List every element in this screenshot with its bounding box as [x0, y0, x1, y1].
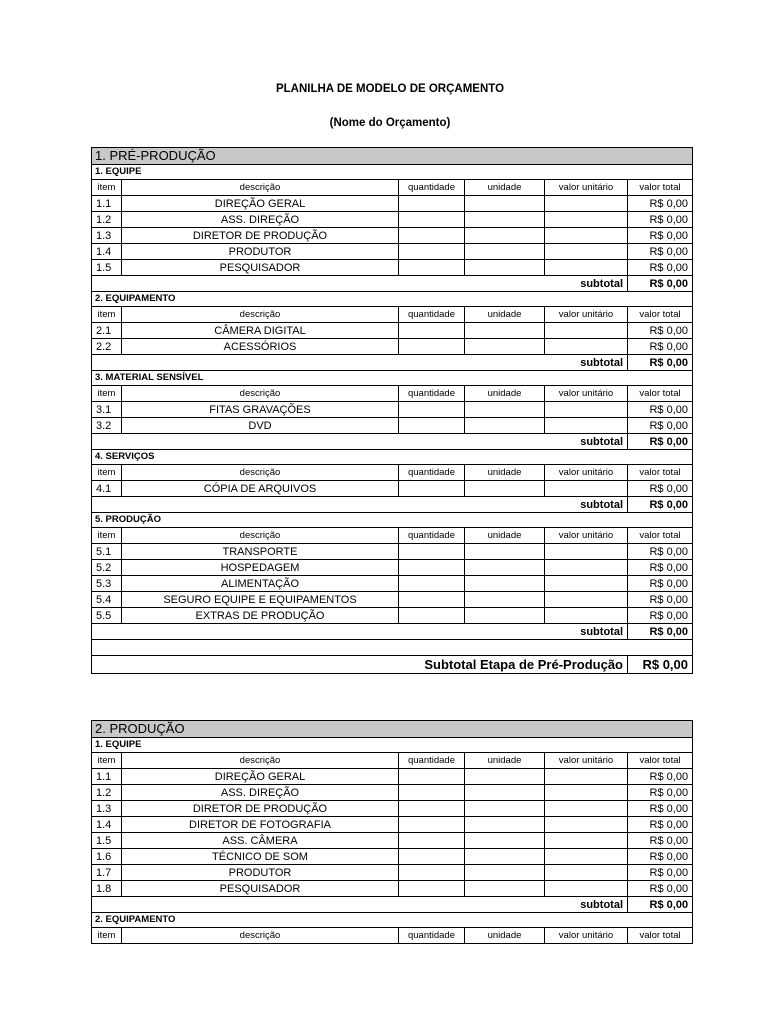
item-number: 2.2 — [92, 339, 122, 355]
item-quantity — [399, 544, 465, 560]
item-unit-price — [545, 801, 628, 817]
item-quantity — [399, 833, 465, 849]
item-unit-price — [545, 865, 628, 881]
item-unit-price — [545, 592, 628, 608]
table-row — [92, 608, 693, 624]
col-description-header: descrição — [122, 307, 399, 323]
subtotal-label: subtotal — [92, 897, 628, 913]
item-description: PRODUTOR — [122, 865, 399, 881]
subtotal-row — [92, 624, 693, 640]
item-unit-price — [545, 260, 628, 276]
item-number: 1.3 — [92, 801, 122, 817]
item-unit — [465, 402, 545, 418]
item-number: 3.1 — [92, 402, 122, 418]
item-unit — [465, 544, 545, 560]
item-unit-price — [545, 418, 628, 434]
item-description: FITAS GRAVAÇÕES — [122, 402, 399, 418]
table-row — [92, 228, 693, 244]
col-item-header: item — [92, 528, 122, 544]
item-unit-price — [545, 608, 628, 624]
col-item-header: item — [92, 753, 122, 769]
col-quantity-header: quantidade — [399, 753, 465, 769]
item-number: 3.2 — [92, 418, 122, 434]
item-quantity — [399, 769, 465, 785]
group-title: 1. EQUIPE — [92, 165, 693, 180]
item-total: R$ 0,00 — [628, 785, 693, 801]
spacer-row — [92, 640, 693, 656]
col-quantity-header: quantidade — [399, 928, 465, 944]
item-unit — [465, 849, 545, 865]
item-description: CÂMERA DIGITAL — [122, 323, 399, 339]
table-row — [92, 592, 693, 608]
table-row — [92, 833, 693, 849]
col-unit-header: unidade — [465, 928, 545, 944]
item-description: PESQUISADOR — [122, 881, 399, 897]
col-quantity-header: quantidade — [399, 307, 465, 323]
item-unit-price — [545, 833, 628, 849]
item-total: R$ 0,00 — [628, 881, 693, 897]
table-row — [92, 785, 693, 801]
item-description: ASS. DIREÇÃO — [122, 785, 399, 801]
item-quantity — [399, 402, 465, 418]
group-header — [92, 738, 693, 753]
item-unit — [465, 323, 545, 339]
item-unit-price — [545, 244, 628, 260]
group-header — [92, 165, 693, 180]
group-header — [92, 913, 693, 928]
item-total: R$ 0,00 — [628, 323, 693, 339]
item-number: 1.3 — [92, 228, 122, 244]
item-quantity — [399, 881, 465, 897]
subtotal-row — [92, 276, 693, 292]
item-quantity — [399, 196, 465, 212]
item-description: DVD — [122, 418, 399, 434]
item-quantity — [399, 560, 465, 576]
column-header-row — [92, 928, 693, 944]
item-total: R$ 0,00 — [628, 418, 693, 434]
col-total-header: valor total — [628, 528, 693, 544]
subtotal-row — [92, 434, 693, 450]
table-row — [92, 769, 693, 785]
item-number: 1.5 — [92, 833, 122, 849]
column-header-row — [92, 753, 693, 769]
item-unit — [465, 817, 545, 833]
item-quantity — [399, 801, 465, 817]
table-row — [92, 817, 693, 833]
subtotal-row — [92, 897, 693, 913]
budget-section-production — [91, 720, 693, 944]
group-title: 4. SERVIÇOS — [92, 450, 693, 465]
budget-section-pre-production — [91, 147, 693, 674]
group-title: 2. EQUIPAMENTO — [92, 913, 693, 928]
item-unit — [465, 560, 545, 576]
table-row — [92, 260, 693, 276]
section-title: 2. PRODUÇÃO — [92, 721, 693, 738]
col-unit-header: unidade — [465, 386, 545, 402]
col-description-header: descrição — [122, 528, 399, 544]
col-description-header: descrição — [122, 180, 399, 196]
col-unit-price-header: valor unitário — [545, 465, 628, 481]
col-item-header: item — [92, 386, 122, 402]
item-total: R$ 0,00 — [628, 481, 693, 497]
item-number: 1.2 — [92, 212, 122, 228]
column-header-row — [92, 465, 693, 481]
group-title: 3. MATERIAL SENSÍVEL — [92, 371, 693, 386]
subtotal-value: R$ 0,00 — [628, 434, 693, 450]
item-description: SEGURO EQUIPE E EQUIPAMENTOS — [122, 592, 399, 608]
col-quantity-header: quantidade — [399, 180, 465, 196]
item-total: R$ 0,00 — [628, 801, 693, 817]
section-header — [92, 721, 693, 738]
item-number: 5.4 — [92, 592, 122, 608]
item-unit — [465, 833, 545, 849]
item-quantity — [399, 228, 465, 244]
item-quantity — [399, 481, 465, 497]
col-item-header: item — [92, 307, 122, 323]
table-row — [92, 244, 693, 260]
item-total: R$ 0,00 — [628, 260, 693, 276]
item-description: TÉCNICO DE SOM — [122, 849, 399, 865]
item-unit-price — [545, 228, 628, 244]
table-row — [92, 212, 693, 228]
col-quantity-header: quantidade — [399, 528, 465, 544]
column-header-row — [92, 180, 693, 196]
stage-subtotal-value: R$ 0,00 — [628, 656, 693, 674]
item-number: 2.1 — [92, 323, 122, 339]
group-header — [92, 513, 693, 528]
page-title: PLANILHA DE MODELO DE ORÇAMENTO — [275, 83, 505, 95]
table-row — [92, 801, 693, 817]
item-unit — [465, 801, 545, 817]
item-quantity — [399, 576, 465, 592]
col-unit-price-header: valor unitário — [545, 753, 628, 769]
col-total-header: valor total — [628, 180, 693, 196]
item-unit — [465, 481, 545, 497]
table-row — [92, 560, 693, 576]
table-row — [92, 196, 693, 212]
subtotal-row — [92, 355, 693, 371]
table-row — [92, 402, 693, 418]
item-unit — [465, 881, 545, 897]
item-unit-price — [545, 481, 628, 497]
col-unit-header: unidade — [465, 528, 545, 544]
item-total: R$ 0,00 — [628, 212, 693, 228]
item-number: 1.4 — [92, 244, 122, 260]
item-number: 1.5 — [92, 260, 122, 276]
item-total: R$ 0,00 — [628, 402, 693, 418]
table-row — [92, 481, 693, 497]
col-unit-header: unidade — [465, 753, 545, 769]
col-quantity-header: quantidade — [399, 465, 465, 481]
subtotal-value: R$ 0,00 — [628, 897, 693, 913]
subtotal-row — [92, 497, 693, 513]
col-item-header: item — [92, 180, 122, 196]
item-total: R$ 0,00 — [628, 769, 693, 785]
item-total: R$ 0,00 — [628, 592, 693, 608]
item-unit — [465, 212, 545, 228]
item-unit-price — [545, 323, 628, 339]
item-unit-price — [545, 212, 628, 228]
item-total: R$ 0,00 — [628, 576, 693, 592]
item-quantity — [399, 212, 465, 228]
col-unit-price-header: valor unitário — [545, 180, 628, 196]
item-number: 5.3 — [92, 576, 122, 592]
col-total-header: valor total — [628, 465, 693, 481]
item-unit — [465, 865, 545, 881]
item-unit-price — [545, 881, 628, 897]
item-total: R$ 0,00 — [628, 244, 693, 260]
item-quantity — [399, 418, 465, 434]
subtotal-value: R$ 0,00 — [628, 276, 693, 292]
item-total: R$ 0,00 — [628, 608, 693, 624]
item-description: HOSPEDAGEM — [122, 560, 399, 576]
subtotal-value: R$ 0,00 — [628, 624, 693, 640]
col-item-header: item — [92, 928, 122, 944]
item-description: ASS. CÂMERA — [122, 833, 399, 849]
subtotal-label: subtotal — [92, 497, 628, 513]
col-unit-header: unidade — [465, 465, 545, 481]
item-unit-price — [545, 769, 628, 785]
empty-cell — [92, 640, 693, 656]
item-description: EXTRAS DE PRODUÇÃO — [122, 608, 399, 624]
group-header — [92, 450, 693, 465]
item-quantity — [399, 785, 465, 801]
subtotal-value: R$ 0,00 — [628, 355, 693, 371]
item-total: R$ 0,00 — [628, 560, 693, 576]
col-description-header: descrição — [122, 753, 399, 769]
col-total-header: valor total — [628, 928, 693, 944]
item-number: 1.4 — [92, 817, 122, 833]
column-header-row — [92, 386, 693, 402]
item-description: ALIMENTAÇÃO — [122, 576, 399, 592]
item-quantity — [399, 849, 465, 865]
col-item-header: item — [92, 465, 122, 481]
col-unit-price-header: valor unitário — [545, 928, 628, 944]
item-unit — [465, 196, 545, 212]
column-header-row — [92, 528, 693, 544]
item-description: DIRETOR DE PRODUÇÃO — [122, 228, 399, 244]
item-unit-price — [545, 196, 628, 212]
item-unit-price — [545, 785, 628, 801]
item-number: 1.8 — [92, 881, 122, 897]
item-unit — [465, 608, 545, 624]
item-total: R$ 0,00 — [628, 849, 693, 865]
group-title: 2. EQUIPAMENTO — [92, 292, 693, 307]
item-unit-price — [545, 849, 628, 865]
section-header — [92, 148, 693, 165]
item-unit — [465, 592, 545, 608]
item-description: PRODUTOR — [122, 244, 399, 260]
col-unit-header: unidade — [465, 180, 545, 196]
item-total: R$ 0,00 — [628, 339, 693, 355]
table-row — [92, 576, 693, 592]
col-unit-price-header: valor unitário — [545, 307, 628, 323]
item-description: ASS. DIREÇÃO — [122, 212, 399, 228]
table-row — [92, 418, 693, 434]
item-unit-price — [545, 560, 628, 576]
col-unit-price-header: valor unitário — [545, 386, 628, 402]
item-description: CÓPIA DE ARQUIVOS — [122, 481, 399, 497]
col-description-header: descrição — [122, 928, 399, 944]
column-header-row — [92, 307, 693, 323]
col-total-header: valor total — [628, 753, 693, 769]
item-description: DIRETOR DE FOTOGRAFIA — [122, 817, 399, 833]
item-quantity — [399, 865, 465, 881]
item-number: 1.1 — [92, 769, 122, 785]
subtotal-label: subtotal — [92, 355, 628, 371]
item-number: 5.5 — [92, 608, 122, 624]
item-quantity — [399, 260, 465, 276]
item-quantity — [399, 592, 465, 608]
group-header — [92, 371, 693, 386]
stage-subtotal-row — [92, 656, 693, 674]
item-description: DIRETOR DE PRODUÇÃO — [122, 801, 399, 817]
item-number: 4.1 — [92, 481, 122, 497]
item-number: 1.7 — [92, 865, 122, 881]
col-unit-header: unidade — [465, 307, 545, 323]
section-title: 1. PRÉ-PRODUÇÃO — [92, 148, 693, 165]
item-number: 1.1 — [92, 196, 122, 212]
item-quantity — [399, 339, 465, 355]
stage-subtotal-label: Subtotal Etapa de Pré-Produção — [92, 656, 628, 674]
table-row — [92, 323, 693, 339]
item-quantity — [399, 323, 465, 339]
item-number: 5.1 — [92, 544, 122, 560]
item-description: DIREÇÃO GERAL — [122, 769, 399, 785]
item-unit — [465, 576, 545, 592]
subtotal-label: subtotal — [92, 434, 628, 450]
table-row — [92, 881, 693, 897]
subtotal-label: subtotal — [92, 624, 628, 640]
item-description: TRANSPORTE — [122, 544, 399, 560]
item-description: PESQUISADOR — [122, 260, 399, 276]
group-title: 1. EQUIPE — [92, 738, 693, 753]
table-row — [92, 849, 693, 865]
item-description: DIREÇÃO GERAL — [122, 196, 399, 212]
item-unit — [465, 418, 545, 434]
item-total: R$ 0,00 — [628, 833, 693, 849]
item-unit-price — [545, 339, 628, 355]
col-total-header: valor total — [628, 307, 693, 323]
subtotal-value: R$ 0,00 — [628, 497, 693, 513]
table-row — [92, 339, 693, 355]
table-row — [92, 544, 693, 560]
item-unit — [465, 244, 545, 260]
budget-name: (Nome do Orçamento) — [329, 117, 451, 129]
group-title: 5. PRODUÇÃO — [92, 513, 693, 528]
item-quantity — [399, 608, 465, 624]
item-number: 1.6 — [92, 849, 122, 865]
col-total-header: valor total — [628, 386, 693, 402]
item-total: R$ 0,00 — [628, 817, 693, 833]
item-quantity — [399, 817, 465, 833]
table-row — [92, 865, 693, 881]
col-unit-price-header: valor unitário — [545, 528, 628, 544]
item-description: ACESSÓRIOS — [122, 339, 399, 355]
item-unit-price — [545, 576, 628, 592]
subtotal-label: subtotal — [92, 276, 628, 292]
item-number: 5.2 — [92, 560, 122, 576]
col-quantity-header: quantidade — [399, 386, 465, 402]
item-unit-price — [545, 402, 628, 418]
item-unit — [465, 260, 545, 276]
item-quantity — [399, 244, 465, 260]
item-number: 1.2 — [92, 785, 122, 801]
item-total: R$ 0,00 — [628, 544, 693, 560]
item-unit-price — [545, 817, 628, 833]
col-description-header: descrição — [122, 465, 399, 481]
group-header — [92, 292, 693, 307]
item-total: R$ 0,00 — [628, 228, 693, 244]
item-total: R$ 0,00 — [628, 196, 693, 212]
item-unit — [465, 785, 545, 801]
item-total: R$ 0,00 — [628, 865, 693, 881]
col-description-header: descrição — [122, 386, 399, 402]
item-unit — [465, 339, 545, 355]
item-unit-price — [545, 544, 628, 560]
item-unit — [465, 769, 545, 785]
item-unit — [465, 228, 545, 244]
